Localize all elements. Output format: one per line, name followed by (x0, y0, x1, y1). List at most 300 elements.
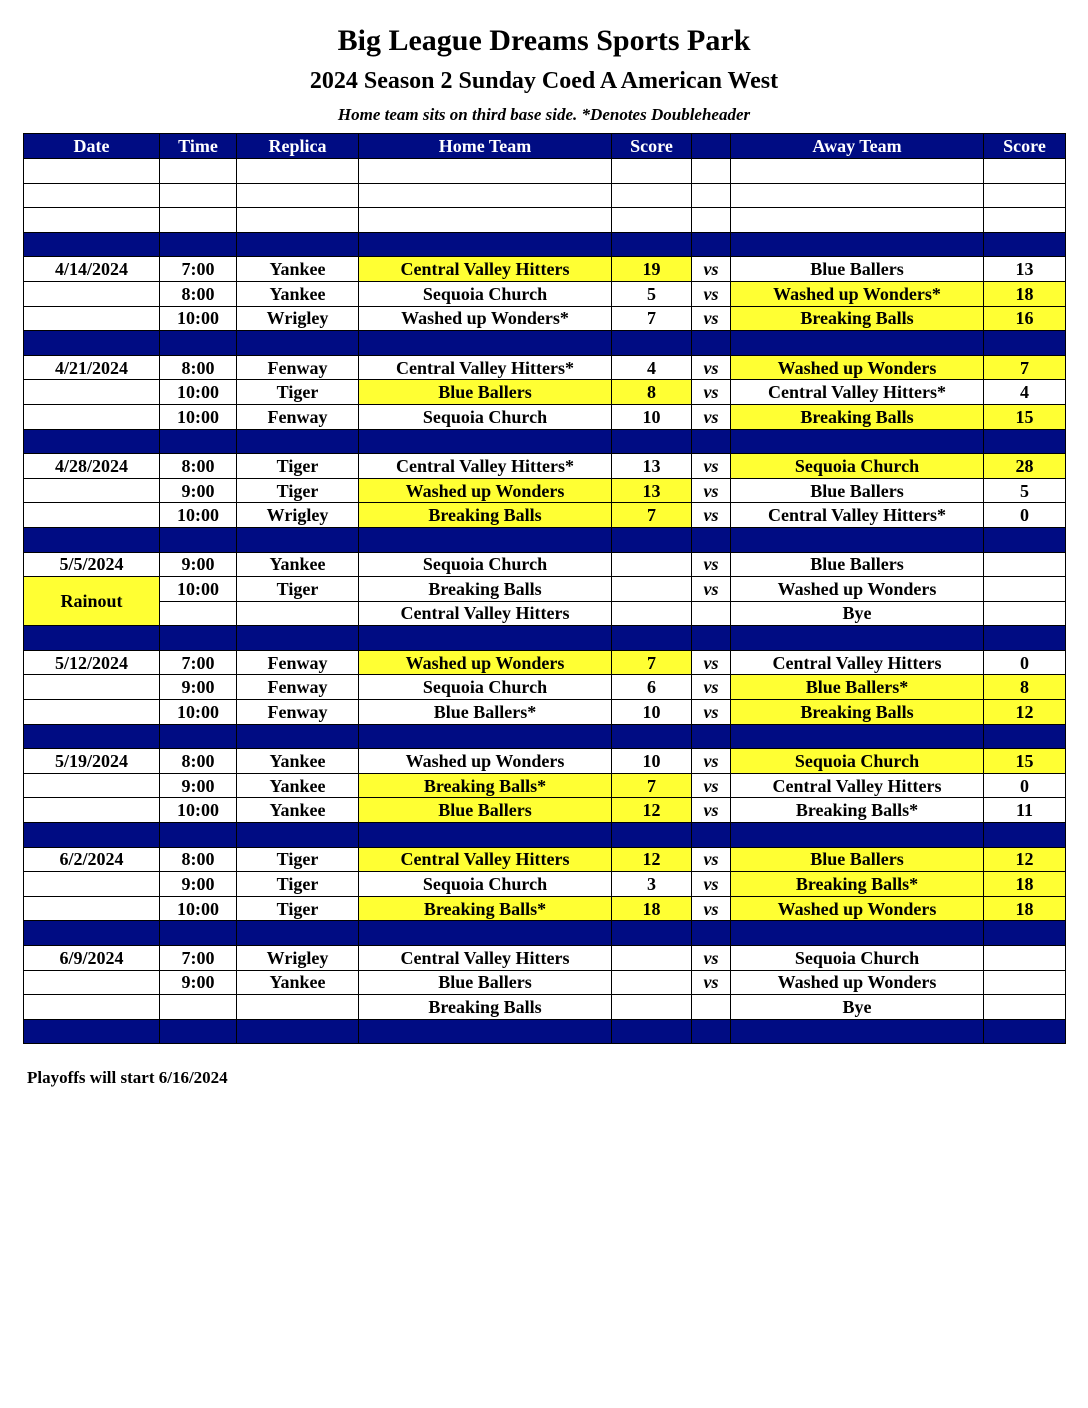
game-row (24, 503, 1066, 528)
separator-cell (731, 232, 984, 257)
vs-cell: vs (692, 257, 731, 282)
away-score-cell: 15 (984, 749, 1066, 774)
home-team-cell: Central Valley Hitters (359, 257, 612, 282)
away-score-cell: 0 (984, 650, 1066, 675)
date-cell (24, 380, 160, 405)
home-team-cell (359, 208, 612, 233)
home-team-cell: Sequoia Church (359, 404, 612, 429)
separator-cell (984, 331, 1066, 356)
time-cell (160, 995, 237, 1020)
time-cell: 7:00 (160, 946, 237, 971)
away-team-cell: Breaking Balls* (731, 798, 984, 823)
separator-cell (24, 823, 160, 848)
week-separator (24, 1019, 1066, 1044)
away-team-cell: Sequoia Church (731, 454, 984, 479)
time-cell (160, 208, 237, 233)
separator-cell (612, 1019, 692, 1044)
separator-cell (612, 429, 692, 454)
date-cell (24, 208, 160, 233)
away-score-cell: 12 (984, 700, 1066, 725)
time-cell (160, 159, 237, 184)
time-cell (160, 183, 237, 208)
away-team-cell (731, 183, 984, 208)
replica-cell: Wrigley (237, 503, 359, 528)
separator-cell (731, 429, 984, 454)
home-score-cell: 13 (612, 454, 692, 479)
separator-cell (692, 921, 731, 946)
replica-cell: Yankee (237, 798, 359, 823)
away-score-cell: 16 (984, 306, 1066, 331)
game-row (24, 700, 1066, 725)
replica-cell (237, 995, 359, 1020)
separator-cell (612, 626, 692, 651)
away-score-cell (984, 995, 1066, 1020)
time-cell: 8:00 (160, 355, 237, 380)
week-separator (24, 527, 1066, 552)
home-score-cell: 5 (612, 281, 692, 306)
home-score-cell: 13 (612, 478, 692, 503)
replica-cell: Yankee (237, 552, 359, 577)
game-row (24, 159, 1066, 184)
home-score-cell: 12 (612, 847, 692, 872)
vs-cell: vs (692, 454, 731, 479)
home-score-cell: 10 (612, 749, 692, 774)
game-row (24, 749, 1066, 774)
separator-cell (731, 823, 984, 848)
date-cell (24, 183, 160, 208)
separator-cell (984, 626, 1066, 651)
away-score-cell: 0 (984, 773, 1066, 798)
vs-cell: vs (692, 773, 731, 798)
game-row (24, 183, 1066, 208)
away-team-cell: Washed up Wonders (731, 970, 984, 995)
away-team-cell (731, 159, 984, 184)
separator-cell (692, 232, 731, 257)
separator-cell (692, 429, 731, 454)
separator-cell (984, 429, 1066, 454)
date-cell: 6/2/2024 (24, 847, 160, 872)
away-team-cell: Breaking Balls (731, 700, 984, 725)
home-score-cell (612, 208, 692, 233)
away-score-cell (984, 946, 1066, 971)
replica-cell: Yankee (237, 749, 359, 774)
away-team-cell: Blue Ballers (731, 552, 984, 577)
time-cell: 10:00 (160, 306, 237, 331)
date-cell (24, 872, 160, 897)
separator-cell (612, 331, 692, 356)
column-header-home-team: Home Team (359, 134, 612, 159)
replica-cell: Tiger (237, 478, 359, 503)
game-row (24, 675, 1066, 700)
vs-cell: vs (692, 577, 731, 602)
vs-cell: vs (692, 306, 731, 331)
vs-cell: vs (692, 552, 731, 577)
separator-cell (24, 232, 160, 257)
game-row (24, 946, 1066, 971)
home-team-cell: Sequoia Church (359, 675, 612, 700)
date-cell: 6/9/2024 (24, 946, 160, 971)
separator-cell (612, 823, 692, 848)
vs-cell (692, 995, 731, 1020)
away-score-cell: 18 (984, 281, 1066, 306)
week-separator (24, 823, 1066, 848)
separator-cell (359, 921, 612, 946)
time-cell: 7:00 (160, 257, 237, 282)
date-cell: 5/5/2024 (24, 552, 160, 577)
week-separator (24, 626, 1066, 651)
time-cell (160, 601, 237, 626)
home-score-cell: 7 (612, 503, 692, 528)
away-score-cell: 15 (984, 404, 1066, 429)
away-score-cell: 28 (984, 454, 1066, 479)
game-row (24, 208, 1066, 233)
vs-cell: vs (692, 281, 731, 306)
vs-cell: vs (692, 404, 731, 429)
time-cell: 10:00 (160, 404, 237, 429)
time-cell: 7:00 (160, 650, 237, 675)
replica-cell: Fenway (237, 700, 359, 725)
away-score-cell (984, 970, 1066, 995)
home-team-cell: Sequoia Church (359, 552, 612, 577)
date-cell (24, 503, 160, 528)
separator-cell (160, 331, 237, 356)
game-row (24, 970, 1066, 995)
away-score-cell (984, 577, 1066, 602)
away-team-cell: Washed up Wonders (731, 896, 984, 921)
separator-cell (692, 823, 731, 848)
separator-cell (24, 724, 160, 749)
game-row (24, 577, 1066, 602)
date-cell (24, 675, 160, 700)
separator-cell (160, 921, 237, 946)
home-team-cell: Washed up Wonders (359, 749, 612, 774)
separator-cell (359, 823, 612, 848)
separator-cell (160, 1019, 237, 1044)
home-team-cell (359, 183, 612, 208)
away-score-cell: 8 (984, 675, 1066, 700)
separator-cell (731, 626, 984, 651)
separator-cell (612, 232, 692, 257)
separator-cell (160, 823, 237, 848)
away-team-cell: Washed up Wonders* (731, 281, 984, 306)
replica-cell: Wrigley (237, 306, 359, 331)
game-row (24, 798, 1066, 823)
home-score-cell: 10 (612, 404, 692, 429)
replica-cell: Wrigley (237, 946, 359, 971)
home-score-cell: 4 (612, 355, 692, 380)
vs-cell: vs (692, 847, 731, 872)
date-cell: Rainout (24, 577, 160, 626)
away-score-cell: 4 (984, 380, 1066, 405)
vs-cell: vs (692, 478, 731, 503)
away-team-cell: Sequoia Church (731, 946, 984, 971)
separator-cell (237, 921, 359, 946)
vs-cell: vs (692, 380, 731, 405)
separator-cell (359, 626, 612, 651)
replica-cell (237, 183, 359, 208)
home-team-cell (359, 159, 612, 184)
replica-cell: Fenway (237, 675, 359, 700)
time-cell: 10:00 (160, 798, 237, 823)
home-score-cell (612, 970, 692, 995)
time-cell: 9:00 (160, 970, 237, 995)
replica-cell: Tiger (237, 577, 359, 602)
away-score-cell (984, 208, 1066, 233)
separator-cell (237, 1019, 359, 1044)
date-cell (24, 404, 160, 429)
away-score-cell: 5 (984, 478, 1066, 503)
home-score-cell (612, 577, 692, 602)
separator-cell (692, 527, 731, 552)
separator-cell (24, 331, 160, 356)
game-row (24, 995, 1066, 1020)
replica-cell: Tiger (237, 847, 359, 872)
date-cell (24, 306, 160, 331)
time-cell: 8:00 (160, 749, 237, 774)
time-cell: 8:00 (160, 281, 237, 306)
replica-cell: Tiger (237, 454, 359, 479)
game-row (24, 773, 1066, 798)
separator-cell (984, 921, 1066, 946)
separator-cell (359, 724, 612, 749)
home-team-cell: Blue Ballers (359, 798, 612, 823)
separator-cell (359, 232, 612, 257)
home-team-cell: Sequoia Church (359, 872, 612, 897)
separator-cell (984, 724, 1066, 749)
separator-cell (984, 232, 1066, 257)
away-score-cell: 18 (984, 872, 1066, 897)
home-team-cell: Central Valley Hitters (359, 946, 612, 971)
date-cell: 4/28/2024 (24, 454, 160, 479)
home-score-cell (612, 601, 692, 626)
separator-cell (160, 626, 237, 651)
column-header-time: Time (160, 134, 237, 159)
replica-cell: Tiger (237, 380, 359, 405)
time-cell: 8:00 (160, 454, 237, 479)
separator-cell (237, 823, 359, 848)
home-score-cell: 7 (612, 773, 692, 798)
home-team-cell: Blue Ballers* (359, 700, 612, 725)
vs-cell: vs (692, 700, 731, 725)
away-team-cell: Bye (731, 995, 984, 1020)
game-row (24, 896, 1066, 921)
game-row (24, 650, 1066, 675)
footer-note: Playoffs will start 6/16/2024 (27, 1068, 228, 1087)
home-score-cell (612, 159, 692, 184)
game-row (24, 478, 1066, 503)
home-team-cell: Sequoia Church (359, 281, 612, 306)
away-team-cell: Central Valley Hitters (731, 773, 984, 798)
replica-cell: Fenway (237, 650, 359, 675)
game-row (24, 847, 1066, 872)
separator-cell (984, 1019, 1066, 1044)
separator-cell (359, 527, 612, 552)
away-team-cell: Sequoia Church (731, 749, 984, 774)
page-subtitle: 2024 Season 2 Sunday Coed A American West (309, 68, 779, 94)
home-team-cell: Washed up Wonders (359, 650, 612, 675)
home-team-cell: Washed up Wonders (359, 478, 612, 503)
replica-cell: Yankee (237, 970, 359, 995)
home-score-cell: 18 (612, 896, 692, 921)
away-team-cell: Breaking Balls* (731, 872, 984, 897)
away-team-cell: Blue Ballers (731, 847, 984, 872)
away-team-cell: Central Valley Hitters* (731, 503, 984, 528)
home-team-cell: Central Valley Hitters* (359, 454, 612, 479)
time-cell: 10:00 (160, 503, 237, 528)
away-team-cell: Breaking Balls (731, 404, 984, 429)
away-score-cell: 12 (984, 847, 1066, 872)
vs-cell: vs (692, 946, 731, 971)
away-score-cell: 11 (984, 798, 1066, 823)
separator-cell (692, 331, 731, 356)
separator-cell (359, 1019, 612, 1044)
away-team-cell: Washed up Wonders (731, 355, 984, 380)
time-cell: 10:00 (160, 896, 237, 921)
week-separator (24, 331, 1066, 356)
vs-cell: vs (692, 650, 731, 675)
separator-cell (160, 232, 237, 257)
game-row (24, 552, 1066, 577)
away-team-cell: Bye (731, 601, 984, 626)
separator-cell (984, 823, 1066, 848)
separator-cell (237, 232, 359, 257)
home-score-cell (612, 183, 692, 208)
home-team-cell: Breaking Balls (359, 503, 612, 528)
separator-cell (612, 724, 692, 749)
away-score-cell (984, 183, 1066, 208)
time-cell: 10:00 (160, 577, 237, 602)
date-cell: 5/19/2024 (24, 749, 160, 774)
separator-cell (160, 429, 237, 454)
separator-cell (24, 429, 160, 454)
home-score-cell: 8 (612, 380, 692, 405)
schedule-table (23, 133, 1066, 1044)
away-team-cell: Washed up Wonders (731, 577, 984, 602)
vs-cell: vs (692, 675, 731, 700)
week-separator (24, 232, 1066, 257)
separator-cell (237, 331, 359, 356)
replica-cell: Yankee (237, 281, 359, 306)
date-cell (24, 159, 160, 184)
home-team-cell: Breaking Balls (359, 995, 612, 1020)
date-cell: 4/21/2024 (24, 355, 160, 380)
separator-cell (612, 921, 692, 946)
home-team-cell: Blue Ballers (359, 380, 612, 405)
game-row (24, 380, 1066, 405)
vs-cell: vs (692, 872, 731, 897)
game-row (24, 306, 1066, 331)
time-cell: 9:00 (160, 552, 237, 577)
home-team-cell: Breaking Balls* (359, 773, 612, 798)
separator-cell (692, 1019, 731, 1044)
separator-cell (237, 429, 359, 454)
separator-cell (237, 724, 359, 749)
date-cell (24, 773, 160, 798)
separator-cell (731, 1019, 984, 1044)
date-cell (24, 700, 160, 725)
vs-cell: vs (692, 896, 731, 921)
replica-cell: Fenway (237, 355, 359, 380)
away-team-cell (731, 208, 984, 233)
schedule-body (24, 159, 1066, 1044)
time-cell: 10:00 (160, 380, 237, 405)
home-team-cell: Breaking Balls (359, 577, 612, 602)
separator-cell (359, 429, 612, 454)
separator-cell (612, 527, 692, 552)
home-score-cell (612, 552, 692, 577)
replica-cell: Tiger (237, 896, 359, 921)
vs-cell: vs (692, 749, 731, 774)
away-team-cell: Blue Ballers (731, 478, 984, 503)
header-row (24, 134, 1066, 159)
home-score-cell: 3 (612, 872, 692, 897)
week-separator (24, 724, 1066, 749)
separator-cell (692, 626, 731, 651)
date-cell (24, 281, 160, 306)
replica-cell (237, 208, 359, 233)
home-team-cell: Central Valley Hitters* (359, 355, 612, 380)
replica-cell (237, 159, 359, 184)
vs-cell (692, 208, 731, 233)
home-team-cell: Washed up Wonders* (359, 306, 612, 331)
separator-cell (24, 626, 160, 651)
replica-cell: Yankee (237, 773, 359, 798)
replica-cell: Yankee (237, 257, 359, 282)
away-score-cell: 0 (984, 503, 1066, 528)
time-cell: 9:00 (160, 675, 237, 700)
separator-cell (24, 527, 160, 552)
column-header-replica: Replica (237, 134, 359, 159)
time-cell: 9:00 (160, 872, 237, 897)
header-note: Home team sits on third base side. *Denotes Doubleheader (337, 105, 751, 124)
separator-cell (24, 921, 160, 946)
date-cell (24, 798, 160, 823)
game-row (24, 601, 1066, 626)
column-header-away-score: Score (984, 134, 1066, 159)
away-team-cell: Central Valley Hitters* (731, 380, 984, 405)
separator-cell (731, 527, 984, 552)
away-team-cell: Blue Ballers* (731, 675, 984, 700)
separator-cell (692, 724, 731, 749)
time-cell: 10:00 (160, 700, 237, 725)
week-separator (24, 429, 1066, 454)
away-team-cell: Blue Ballers (731, 257, 984, 282)
vs-cell: vs (692, 970, 731, 995)
column-header-away-team: Away Team (731, 134, 984, 159)
away-score-cell: 13 (984, 257, 1066, 282)
week-separator (24, 921, 1066, 946)
home-score-cell: 10 (612, 700, 692, 725)
time-cell: 9:00 (160, 773, 237, 798)
separator-cell (160, 527, 237, 552)
away-team-cell: Breaking Balls (731, 306, 984, 331)
home-score-cell: 19 (612, 257, 692, 282)
home-score-cell: 7 (612, 650, 692, 675)
away-team-cell: Central Valley Hitters (731, 650, 984, 675)
separator-cell (24, 1019, 160, 1044)
vs-cell: vs (692, 798, 731, 823)
game-row (24, 872, 1066, 897)
vs-cell: vs (692, 355, 731, 380)
separator-cell (237, 527, 359, 552)
home-team-cell: Breaking Balls* (359, 896, 612, 921)
home-score-cell: 7 (612, 306, 692, 331)
home-score-cell (612, 995, 692, 1020)
column-header-date: Date (24, 134, 160, 159)
home-score-cell (612, 946, 692, 971)
separator-cell (731, 921, 984, 946)
home-team-cell: Central Valley Hitters (359, 847, 612, 872)
